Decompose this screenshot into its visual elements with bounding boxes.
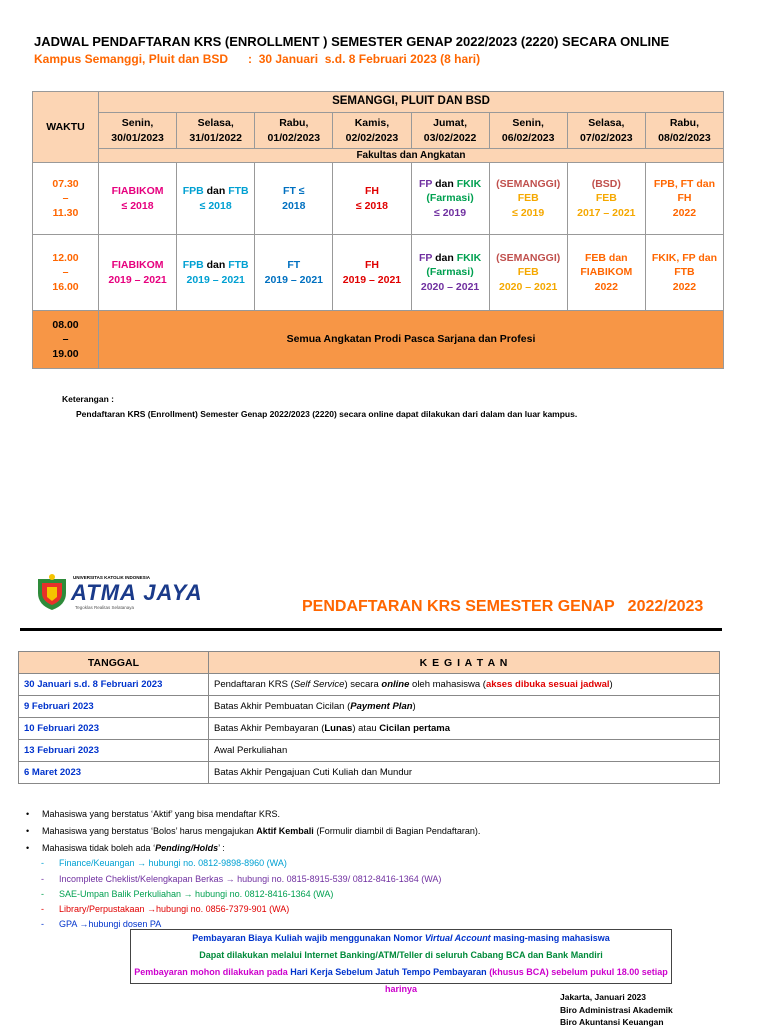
schedule-cell: FIABIKOM 2019 – 2021 xyxy=(99,235,177,311)
table-row: 10 Februari 2023 Batas Akhir Pembayaran (Lunas) atau Cicilan pertama xyxy=(19,718,720,740)
schedule-table xyxy=(32,91,724,369)
schedule-cell: FH 2019 – 2021 xyxy=(333,235,411,311)
signature-place-date: Jakarta, Januari 2023 xyxy=(560,992,647,1002)
day-header: Rabu, 01/02/2023 xyxy=(255,113,333,149)
signature-dept: Biro Akuntansi Keuangan xyxy=(560,1017,664,1027)
schedule-cell: (BSD) FEB 2017 – 2021 xyxy=(567,163,645,235)
holds-item: - Library/Perpustakaan →hubungi no. 0856-7379-901 (WA) xyxy=(41,904,290,914)
bullet-item: • Mahasiswa tidak boleh ada ‘Pending/Holds’ : xyxy=(26,843,225,853)
day-header: Rabu, 08/02/2023 xyxy=(645,113,723,149)
tanggal-header: TANGGAL xyxy=(19,652,209,674)
day-header: Senin, 30/01/2023 xyxy=(99,113,177,149)
atma-jaya-logo xyxy=(35,573,203,613)
time-slot-afternoon: 12.00 – 16.00 xyxy=(33,235,99,311)
logo-tagline: Tegoklas Realitas Selatanaya xyxy=(75,605,135,610)
waktu-header: WAKTU xyxy=(33,92,99,163)
schedule-cell: (SEMANGGI) FEB 2020 – 2021 xyxy=(489,235,567,311)
document-subtitle: Kampus Semanggi, Pluit dan BSD : 30 Januari s.d. 8 Februari 2023 (8 hari) xyxy=(34,52,481,66)
table-row: 30 Januari s.d. 8 Februari 2023 Pendaftaran KRS (Self Service) secara online oleh mahasiswa (akses dibuka sesuai jadwal) xyxy=(19,674,720,696)
schedule-cell: FKIK, FP dan FTB 2022 xyxy=(645,235,723,311)
logo-name: ATMA JAYA xyxy=(71,580,203,605)
table-row: 13 Februari 2023 Awal Perkuliahan xyxy=(19,740,720,762)
campus-group-header: SEMANGGI, PLUIT DAN BSD xyxy=(99,92,724,113)
postgrad-note: Semua Angkatan Prodi Pasca Sarjana dan Profesi xyxy=(99,311,724,369)
bullet-item: • Mahasiswa yang berstatus ‘Bolos’ harus mengajukan Aktif Kembali (Formulir diambil di Bagian Pendaftaran). xyxy=(26,826,481,836)
schedule-cell: (SEMANGGI) FEB ≤ 2019 xyxy=(489,163,567,235)
holds-item: - SAE-Umpan Balik Perkuliahan → hubungi no. 0812-8416-1364 (WA) xyxy=(41,889,334,899)
day-header: Kamis, 02/02/2023 xyxy=(333,113,411,149)
day-header: Jumat, 03/02/2022 xyxy=(411,113,489,149)
activity-table xyxy=(18,651,720,784)
holds-item: - GPA →hubungi dosen PA xyxy=(41,919,162,929)
signature-dept: Biro Administrasi Akademik xyxy=(560,1005,673,1015)
notes-label: Keterangan : xyxy=(62,394,114,404)
logo-small-text: UNIVERSITAS KATOLIK INDONESIA xyxy=(73,575,151,580)
schedule-cell: FEB dan FIABIKOM 2022 xyxy=(567,235,645,311)
table-row: 6 Maret 2023 Batas Akhir Pengajuan Cuti Kuliah dan Mundur xyxy=(19,762,720,784)
bullet-item: • Mahasiswa yang berstatus ‘Aktif’ yang bisa mendaftar KRS. xyxy=(26,809,280,819)
day-header: Selasa, 07/02/2023 xyxy=(567,113,645,149)
schedule-cell: FP dan FKIK (Farmasi) 2020 – 2021 xyxy=(411,235,489,311)
holds-item: - Finance/Keuangan → hubungi no. 0812-9898-8960 (WA) xyxy=(41,858,287,868)
notes-text: Pendaftaran KRS (Enrollment) Semester Genap 2022/2023 (2220) secara online dapat dilakukan dari dalam dan luar kampus. xyxy=(76,409,578,419)
time-slot-morning: 07.30 – 11.30 xyxy=(33,163,99,235)
day-header: Selasa, 31/01/2022 xyxy=(177,113,255,149)
schedule-cell: FPB, FT dan FH 2022 xyxy=(645,163,723,235)
document-title: JADWAL PENDAFTARAN KRS (ENROLLMENT ) SEMESTER GENAP 2022/2023 (2220) SECARA ONLINE xyxy=(34,34,670,49)
holds-item: - Incomplete Cheklist/Kelengkapan Berkas → hubungi no. 0815-8915-539/ 0812-8416-1364 (WA) xyxy=(41,874,442,884)
university-emblem-icon xyxy=(35,573,69,611)
schedule-cell: FH ≤ 2018 xyxy=(333,163,411,235)
schedule-cell: FP dan FKIK (Farmasi) ≤ 2019 xyxy=(411,163,489,235)
divider xyxy=(20,628,722,631)
schedule-cell: FPB dan FTB 2019 – 2021 xyxy=(177,235,255,311)
faculty-label: Fakultas dan Angkatan xyxy=(99,149,724,163)
schedule-cell: FT ≤ 2018 xyxy=(255,163,333,235)
schedule-cell: FT 2019 – 2021 xyxy=(255,235,333,311)
time-slot-all-day: 08.00 – 19.00 xyxy=(33,311,99,369)
day-header: Senin, 06/02/2023 xyxy=(489,113,567,149)
schedule-cell: FIABIKOM ≤ 2018 xyxy=(99,163,177,235)
table-row: 9 Februari 2023 Batas Akhir Pembuatan Cicilan (Payment Plan) xyxy=(19,696,720,718)
schedule-cell: FPB dan FTB ≤ 2018 xyxy=(177,163,255,235)
section-title: PENDAFTARAN KRS SEMESTER GENAP 2022/2023 xyxy=(302,598,704,615)
kegiatan-header: K E G I A T A N xyxy=(209,652,720,674)
payment-info-box: Pembayaran Biaya Kuliah wajib menggunakan Nomor Virtual Account masing-masing mahasiswa Dapat dilakukan melalui Internet Banking/ATM/Teller di seluruh Cabang BCA dan Bank Mandiri Pembayaran mohon dilakukan pada Hari Kerja Sebelum Jatuh Tempo Pembayaran (khusus BCA) sebelum pukul 18.00 setiap harinya xyxy=(130,929,672,984)
